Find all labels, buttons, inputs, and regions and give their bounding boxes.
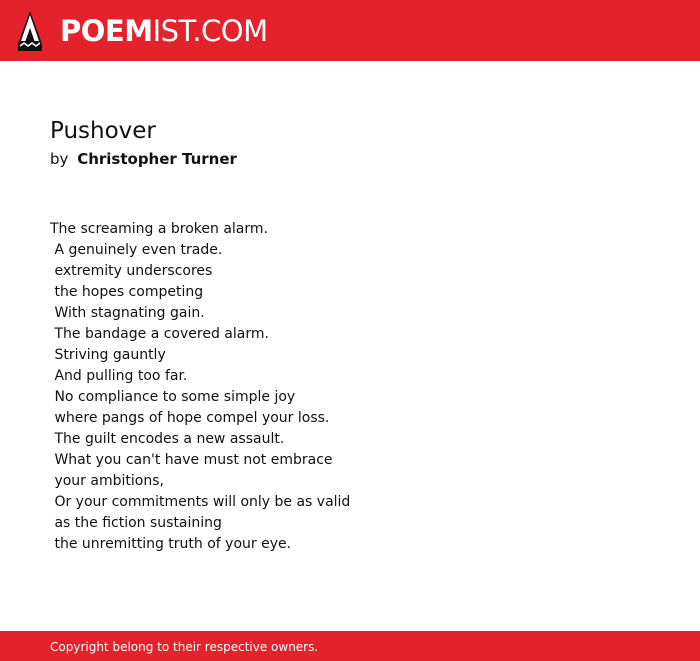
site-logo-link[interactable] (17, 10, 268, 52)
poem-line: extremity underscores (50, 263, 213, 279)
poem-body (50, 219, 650, 555)
poem-line: the unremitting truth of your eye. (50, 536, 292, 552)
poem-line: With stagnating gain. (50, 305, 205, 321)
poem-line: The bandage a covered alarm. (50, 326, 269, 342)
poem-line: No compliance to some simple joy (50, 389, 296, 405)
copyright-text: Copyright belong to their respective owners. (50, 640, 319, 654)
poem-line: where pangs of hope compel your loss. (50, 410, 330, 426)
poem-byline (50, 149, 237, 169)
pencil-icon (17, 10, 43, 52)
author-link[interactable]: Christopher Turner (77, 150, 237, 168)
brand-rest: IST.COM (152, 14, 268, 48)
poem-line: A genuinely even trade. (50, 242, 223, 258)
poem-line: Striving gauntly (50, 347, 166, 363)
poem-line: The guilt encodes a new assault. (50, 431, 285, 447)
poem-line: as the fiction sustaining (50, 515, 222, 531)
by-label: by (50, 150, 69, 168)
site-footer (0, 631, 700, 661)
site-header (0, 0, 700, 61)
brand-bold: POEM (60, 14, 153, 48)
poem-line: The screaming a broken alarm. (50, 221, 268, 237)
poem-line: And pulling too far. (50, 368, 188, 384)
poem-line: Or your commitments will only be as valid (50, 494, 351, 510)
site-brand-name (60, 10, 268, 52)
poem-line: What you can't have must not embrace (50, 452, 333, 468)
poem-line: the hopes competing (50, 284, 204, 300)
poem-line: your ambitions, (50, 473, 164, 489)
poem-title: Pushover (50, 118, 156, 144)
